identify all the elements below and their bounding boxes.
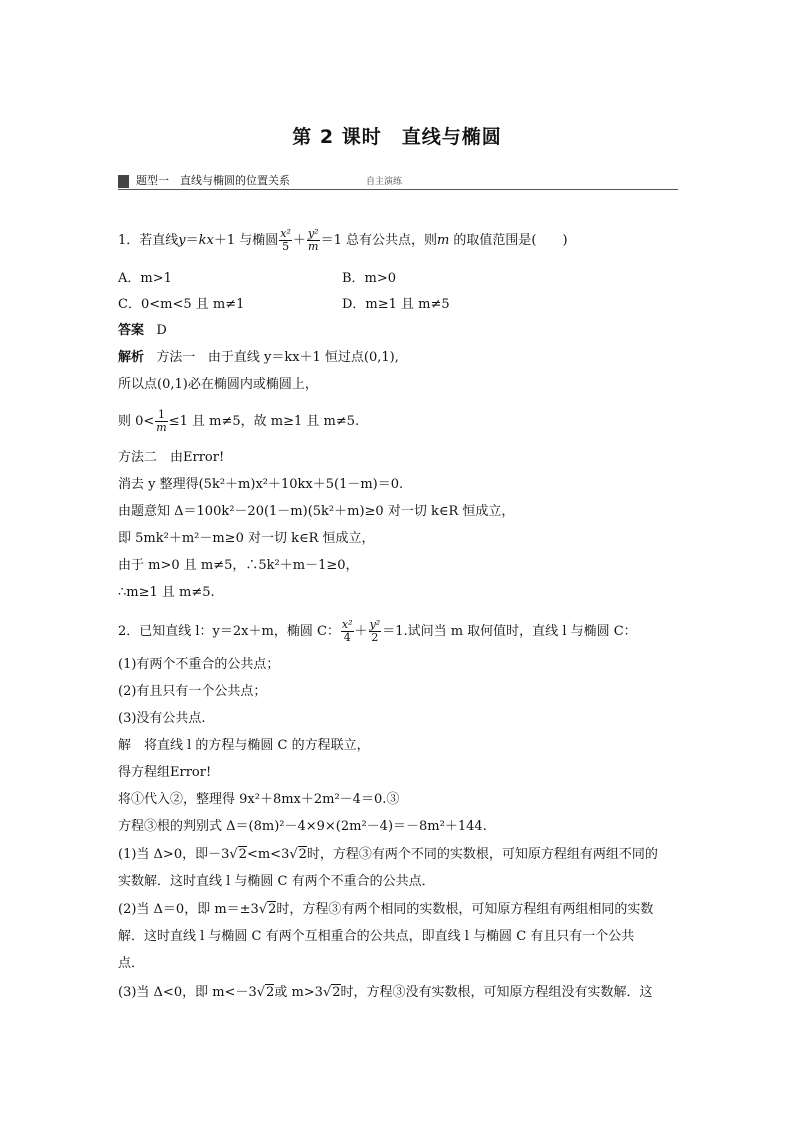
option-b: B．m>0 [342,271,397,286]
solution-line-2: 所以点(0,1)必在椭圆内或椭圆上， [118,377,318,392]
q2-solution-10: (3)当 Δ<0，即 m<－3√2或 m>3√2时，方程③没有实数根，可知原方程组没有实数解．这 [118,985,653,1000]
option-d: D．m≥1 且 m≠5 [342,297,450,312]
solution-line-4: 方法二 由Error! [118,450,225,465]
sqrt-symbol: √2 [229,847,247,862]
sqrt-symbol: √2 [322,985,341,1000]
sqrt-symbol: √2 [258,902,277,917]
section-rule [118,189,678,190]
solution-line-7: 即 5mk²＋m²－m≥0 对一切 k∈R 恒成立， [118,531,375,546]
solution-line-3: 则 0< $\frac{1}{m}$ ≤1 且 m≠5，故 m≥1 且 m≠5. [118,408,360,434]
q2-stem: 2．已知直线 l：y＝2x＋m，椭圆 C： $\frac{\text{x²}}{4}$ ＋ $\frac{\text{y²}}{2}$ ＝1.试问当 m 取何值时，直线 l 与椭圆 C： [118,618,637,644]
q2-solution-2: 得方程组Error! [118,765,212,780]
q2-part-2: (2)有且只有一个公共点； [118,684,267,699]
section-label: 题型一 直线与椭圆的位置关系 [136,174,290,187]
q2-solution-1: 解 将直线 l 的方程与椭圆 C 的方程联立， [118,738,370,753]
fraction: $\frac{\text{y²}}{2}$ [369,618,381,644]
option-a: A．m>1 [118,271,172,286]
sqrt-symbol: √2 [256,985,275,1000]
fraction: $\frac{\text{x²}}{4}$ [341,618,353,644]
solution-line-6: 由题意知 Δ＝100k²－20(1－m)(5k²＋m)≥0 对一切 k∈R 恒成立， [118,504,515,519]
answer-line: 答案 D [118,323,167,338]
q2-solution-5: (1)当 Δ>0，即－3√2<m<3√2时，方程③有两个不同的实数根，可知原方程组有两组不同的 [118,847,658,862]
page-title: 第 2 课时 直线与椭圆 [292,126,502,148]
solution-line-5: 消去 y 整理得(5k²＋m)x²＋10kx＋5(1－m)＝0. [118,477,404,492]
q1-stem: 1．若直线y＝kx＋1 与椭圆 $\frac{\text{x²}}{5}$ ＋ $\frac{\text{y²}}{m}$ ＝1 总有公共点，则m 的取值范围是( ) [118,227,568,253]
q2-solution-9: 点． [118,956,145,971]
section-header [118,174,678,190]
q2-solution-8: 解．这时直线 l 与椭圆 C 有两个互相重合的公共点，即直线 l 与椭圆 C 有且只有一个公共 [118,929,635,944]
fraction: $\frac{\text{y²}}{m}$ [307,227,319,253]
fraction: $\frac{1}{m}$ [156,408,167,434]
q2-part-1: (1)有两个不重合的公共点； [118,657,280,672]
solution-line-8: 由于 m>0 且 m≠5，∴5k²＋m－1≥0， [118,558,359,573]
solution-line-9: ∴m≥1 且 m≠5. [118,585,215,600]
q2-part-3: (3)没有公共点. [118,711,206,726]
q2-solution-7: (2)当 Δ＝0，即 m＝±3√2时，方程③有两个相同的实数根，可知原方程组有两组相同的实数 [118,902,654,917]
section-marker-icon [118,175,129,188]
q2-solution-4: 方程③根的判别式 Δ＝(8m)²－4×9×(2m²－4)＝－8m²＋144. [118,819,487,834]
option-c: C．0<m<5 且 m≠1 [118,297,245,312]
solution-line-1: 解析 方法一 由于直线 y＝kx＋1 恒过点(0,1), [118,350,399,365]
q2-solution-6: 实数解．这时直线 l 与椭圆 C 有两个不重合的公共点． [118,874,435,889]
sqrt-symbol: √2 [289,847,307,862]
q2-solution-3: 将①代入②，整理得 9x²＋8mx＋2m²－4＝0.③ [118,792,400,807]
fraction: $\frac{\text{x²}}{5}$ [280,227,291,253]
section-tag: 自主演练 [366,177,403,187]
